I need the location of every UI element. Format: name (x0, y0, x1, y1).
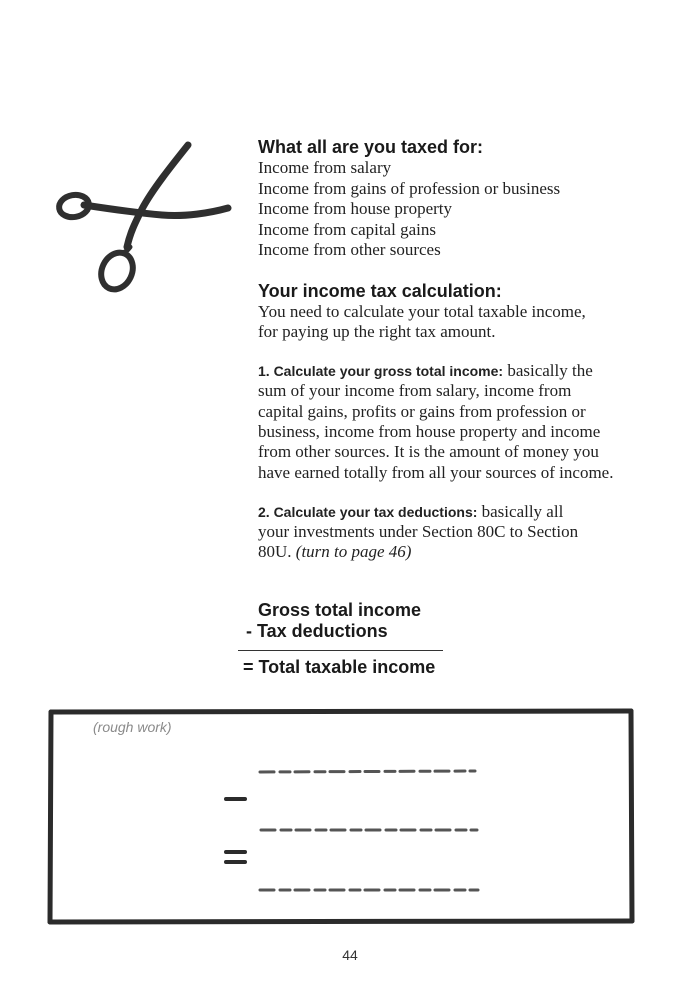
rough-work-label: (rough work) (93, 719, 172, 735)
calculation-intro: You need to calculate your total taxable income, for paying up the right tax amount. (258, 301, 586, 341)
page-reference: (turn to page 46) (295, 542, 412, 562)
answer-line-1 (260, 771, 475, 772)
step-1 (258, 361, 620, 483)
calculation-heading: Your income tax calculation: (258, 280, 502, 301)
step-2 (258, 502, 598, 563)
tax-formula (240, 600, 500, 678)
rough-work-box (45, 706, 637, 928)
formula-divider (238, 650, 443, 651)
taxed-item-salary: Income from salary (258, 158, 392, 177)
taxed-item-house-property: Income from house property (258, 199, 453, 218)
taxed-item-business: Income from gains of profession or business (258, 178, 561, 198)
step-2-label: 2. Calculate your tax deductions: (258, 503, 478, 520)
step-1-text: basically the sum of your income from salary, income from capital gains, profits or gains from profession or business, income from house property and income from other sources. It is the amount of money you have earned totally from all your sources of income. (258, 361, 614, 482)
step-2-text: basically all your investments under Section 80C to Section 80U. (258, 501, 579, 562)
scissors-icon (50, 135, 240, 305)
main-content (258, 136, 658, 563)
taxed-item-capital-gains: Income from capital gains (258, 219, 436, 239)
formula-total-taxable: = Total taxable income (243, 657, 436, 677)
equals-sign-icon (226, 852, 245, 862)
step-1-label: 1. Calculate your gross total income: (258, 363, 504, 380)
taxed-for-heading: What all are you taxed for: (258, 137, 484, 157)
formula-tax-deductions: - Tax deductions (246, 621, 388, 641)
formula-gross-income: Gross total income (258, 600, 422, 620)
taxed-item-other-sources: Income from other sources (258, 240, 441, 259)
page-number: 44 (342, 947, 358, 963)
